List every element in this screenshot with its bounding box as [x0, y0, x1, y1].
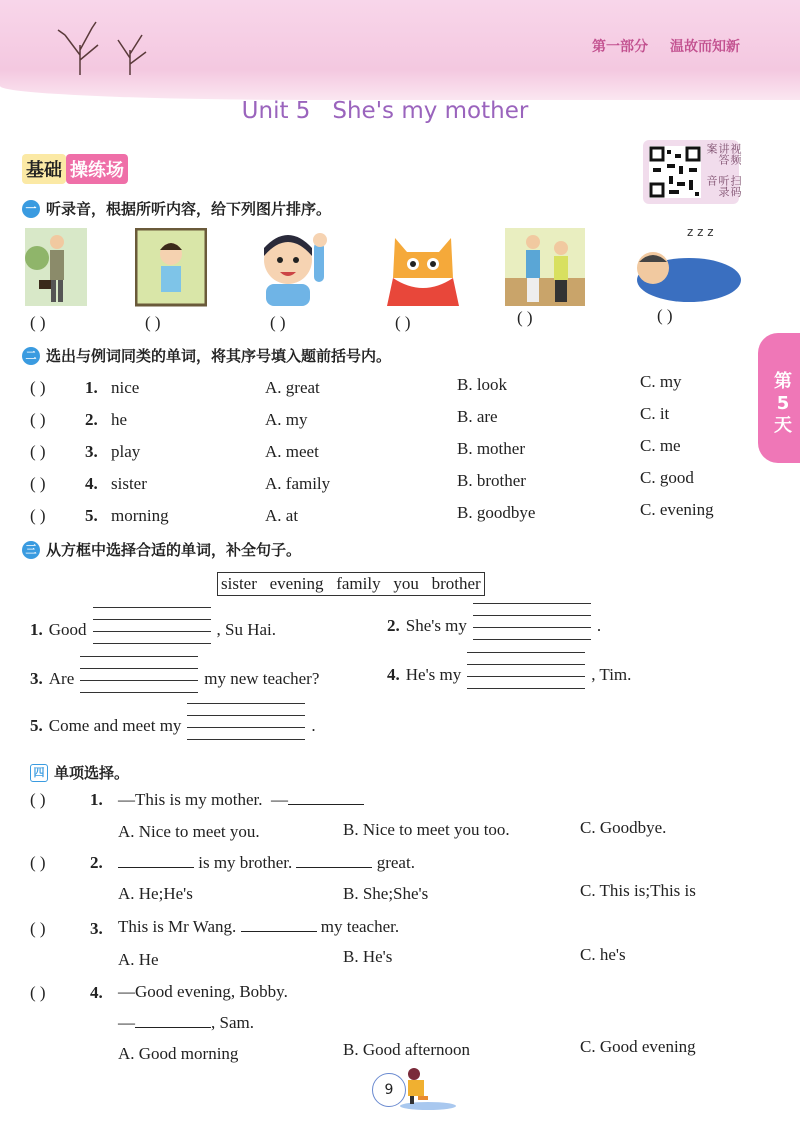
winter-trees-icon	[50, 20, 160, 80]
sentence-text: .	[311, 716, 316, 735]
s2-row2-paren[interactable]: ( )	[30, 410, 46, 429]
section-instruction: 听录音，根据所听内容，给下列图片排序。	[46, 200, 332, 218]
sentence-text: She's my	[405, 616, 467, 635]
q1-option-b: B. Nice to meet you too.	[343, 820, 510, 839]
qr-code-icon	[649, 146, 701, 198]
picture-answer-bracket[interactable]: ( )	[657, 306, 673, 325]
s2-row2-n: 2.	[85, 410, 98, 429]
q4-line1: —Good evening, Bobby.	[118, 982, 288, 1001]
s2-row1-a: A. great	[265, 378, 320, 397]
question-text: great.	[376, 853, 415, 872]
q3-option-b: B. He's	[343, 947, 393, 966]
answer-blank[interactable]	[241, 917, 317, 932]
question-text: —This is my mother. —	[118, 790, 288, 809]
s2-row2-b: B. are	[457, 407, 498, 426]
section1-heading	[22, 198, 331, 219]
header-subtitle: 温故而知新	[670, 39, 740, 55]
boy-waving-picture	[252, 228, 336, 308]
q1-option-a: A. Nice to meet you.	[118, 822, 260, 841]
q1-option-c: C. Goodbye.	[580, 818, 667, 837]
q1-paren[interactable]: ( )	[30, 790, 46, 809]
writing-lines[interactable]	[473, 603, 591, 649]
picture-answer-bracket[interactable]: ( )	[517, 308, 533, 327]
girl-in-frame-picture	[135, 228, 207, 308]
kid-pushing-snowball-icon	[398, 1066, 458, 1111]
q2-number: 2.	[90, 853, 103, 872]
s2-row1-b: B. look	[457, 375, 508, 394]
s2-row1-paren[interactable]: ( )	[30, 378, 46, 397]
picture-answer-bracket[interactable]: ( )	[395, 313, 411, 332]
sentence-2	[387, 603, 601, 649]
sentence-text: Come and meet my	[48, 716, 182, 735]
q2-option-a: A. He;He's	[118, 884, 193, 903]
q4-option-c: C. Good evening	[580, 1037, 696, 1056]
section4-heading	[30, 762, 129, 783]
question-text: my teacher.	[320, 917, 400, 936]
q4-option-b: B. Good afternoon	[343, 1040, 471, 1059]
sentence-text: .	[596, 616, 602, 635]
picture-answer-bracket[interactable]: ( )	[145, 313, 161, 332]
picture-answer-bracket[interactable]: ( )	[270, 313, 286, 332]
s2-row5-a: A. at	[265, 506, 299, 525]
q2-option-c: C. This is;This is	[580, 881, 696, 900]
sentence-text: Are	[48, 669, 75, 688]
qr-caption-1: 视频讲答案	[705, 143, 741, 165]
q4-number: 4.	[90, 983, 103, 1002]
s2-row3-word: play	[111, 442, 141, 461]
s2-row4-b: B. brother	[457, 471, 526, 490]
q2-paren[interactable]: ( )	[30, 853, 46, 872]
s2-row5-b: B. goodbye	[457, 503, 536, 522]
s2-row1-c: C. my	[640, 372, 682, 391]
svg-text:z z z: z z z	[687, 225, 714, 239]
sentence-number: 1.	[30, 620, 43, 639]
section-instruction: 选出与例词同类的单词，将其序号填入题前括号内。	[46, 347, 392, 365]
day-tab-char: 天	[774, 415, 792, 436]
writing-lines[interactable]	[467, 652, 585, 698]
question-text: —	[118, 1013, 135, 1032]
cat-picture	[383, 228, 463, 306]
answer-blank[interactable]	[135, 1013, 211, 1028]
section-number: 三	[22, 541, 40, 559]
sleeping-man-picture	[625, 222, 743, 306]
qr-code-panel	[643, 140, 739, 204]
sentence-text: Good	[48, 620, 87, 639]
s2-row3-c: C. me	[640, 436, 681, 455]
s2-row1-n: 1.	[85, 378, 98, 397]
day-tab-char: 5	[776, 393, 790, 414]
q3-text	[118, 917, 399, 937]
badge-part1: 基础	[22, 154, 66, 184]
q3-number: 3.	[90, 919, 103, 938]
section2-heading	[22, 345, 391, 366]
page-title: Unit 5 She's my mother	[241, 98, 529, 124]
day-tab-char: 第	[774, 371, 792, 392]
sentence-text: , Su Hai.	[216, 620, 277, 639]
q4-option-a: A. Good morning	[118, 1044, 239, 1063]
s2-row4-word: sister	[111, 474, 147, 493]
s2-row2-word: he	[111, 410, 128, 429]
q3-option-a: A. He	[118, 950, 159, 969]
s2-row4-c: C. good	[640, 468, 694, 487]
sentence-number: 3.	[30, 669, 43, 688]
writing-lines[interactable]	[80, 656, 198, 702]
section3-heading	[22, 539, 301, 560]
s2-row5-c: C. evening	[640, 500, 714, 519]
sentence-text: my new teacher?	[204, 669, 320, 688]
sentence-text: He's my	[405, 665, 462, 684]
s2-row3-paren[interactable]: ( )	[30, 442, 46, 461]
section-number: 二	[22, 347, 40, 365]
day-tab	[758, 333, 800, 463]
word-box: sister evening family you brother	[217, 572, 485, 596]
header-part: 第一部分	[592, 39, 648, 55]
sentence-number: 2.	[387, 616, 400, 635]
s2-row2-c: C. it	[640, 404, 670, 423]
s2-row4-a: A. family	[265, 474, 331, 493]
answer-blank[interactable]	[118, 853, 194, 868]
q2-option-b: B. She;She's	[343, 884, 429, 903]
s2-row5-n: 5.	[85, 506, 98, 525]
section-instruction: 从方框中选择合适的单词，补全句子。	[46, 541, 302, 559]
writing-lines[interactable]	[93, 607, 211, 653]
s2-row5-paren[interactable]: ( )	[30, 506, 46, 525]
page-number: 9	[372, 1073, 406, 1107]
sentence-number: 4.	[387, 665, 400, 684]
s2-row4-n: 4.	[85, 474, 98, 493]
question-text: is my brother.	[198, 853, 293, 872]
s2-row1-word: nice	[111, 378, 140, 397]
section-number: 四	[30, 764, 48, 782]
sentence-5	[30, 703, 316, 749]
sentence-3	[30, 656, 319, 702]
q4-line2	[118, 1013, 254, 1033]
question-text: , Sam.	[211, 1013, 254, 1032]
qr-caption-2: 扫码听录音	[705, 175, 741, 197]
s2-row3-n: 3.	[85, 442, 98, 461]
q3-paren[interactable]: ( )	[30, 919, 46, 938]
sentence-1	[30, 607, 276, 653]
q4-paren[interactable]: ( )	[30, 983, 46, 1002]
section-number: 一	[22, 200, 40, 218]
sentence-number: 5.	[30, 716, 43, 735]
s2-row5-word: morning	[111, 506, 169, 525]
q1-number: 1.	[90, 790, 103, 809]
answer-blank[interactable]	[296, 853, 372, 868]
s2-row3-a: A. meet	[265, 442, 319, 461]
answer-blank[interactable]	[288, 790, 364, 805]
s2-row2-a: A. my	[265, 410, 308, 429]
picture-answer-bracket[interactable]: ( )	[30, 313, 46, 332]
badge-part2: 操练场	[66, 154, 128, 184]
writing-lines[interactable]	[187, 703, 305, 749]
man-with-briefcase-picture	[25, 228, 87, 306]
question-text: This is Mr Wang.	[118, 917, 237, 936]
sentence-4	[387, 652, 631, 698]
s2-row4-paren[interactable]: ( )	[30, 474, 46, 493]
s2-row3-b: B. mother	[457, 439, 525, 458]
two-people-picture	[505, 228, 585, 306]
sentence-text: , Tim.	[591, 665, 632, 684]
section-instruction: 单项选择。	[54, 764, 130, 782]
q1-text	[118, 790, 364, 810]
q2-text	[118, 853, 415, 873]
q3-option-c: C. he's	[580, 945, 626, 964]
section-badge	[22, 154, 128, 184]
